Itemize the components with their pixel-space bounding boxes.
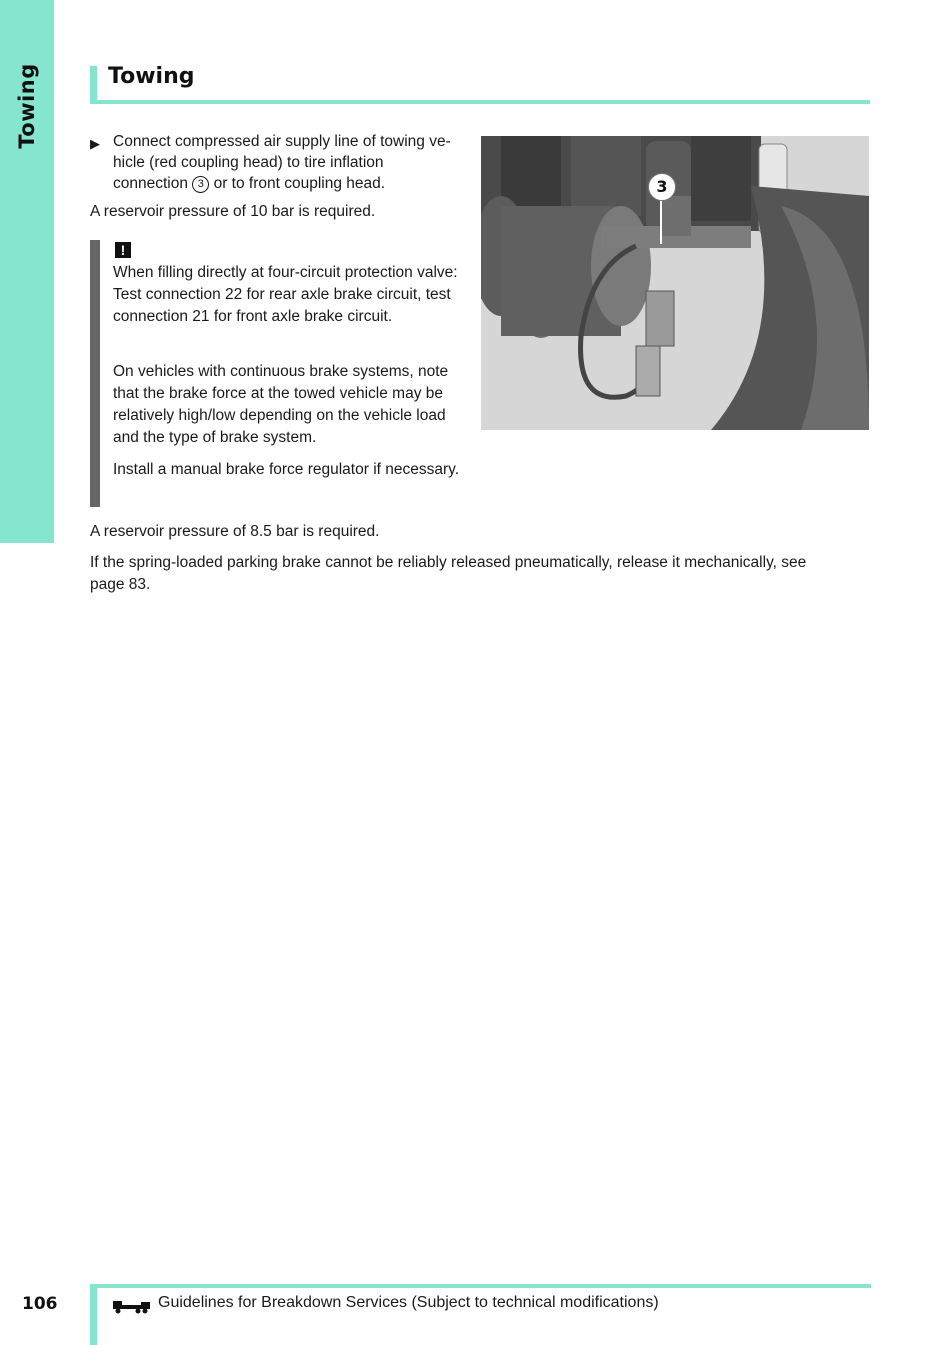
- side-tab-label: Towing: [15, 63, 39, 149]
- callout-reference: 3: [192, 176, 209, 193]
- instruction-line-3a: connection: [113, 175, 193, 192]
- footer-text: Guidelines for Breakdown Services (Subject to technical modifications): [158, 1294, 659, 1311]
- section-heading: [90, 66, 870, 104]
- spring-brake-note: If the spring-loaded parking brake cannot be reliably released pneumatically, release it mechanically, see page 83.: [90, 554, 807, 593]
- page-number: 106: [22, 1294, 58, 1314]
- warning-paragraph-3: Install a manual brake force regulator if necessary.: [113, 461, 460, 478]
- section-title: Towing: [108, 64, 195, 89]
- photo-callout-3: 3: [648, 173, 676, 201]
- instruction-line-3b: or to front coupling head.: [209, 175, 386, 192]
- footer-accent-bar: [90, 1284, 97, 1345]
- instruction-line-1: Connect compressed air supply line of towing ve-: [113, 133, 451, 150]
- reservoir-pressure-10: A reservoir pressure of 10 bar is required.: [90, 203, 376, 220]
- side-tab: [0, 0, 54, 543]
- truck-icon: [113, 1298, 151, 1314]
- instruction-text: [113, 131, 470, 194]
- warning-bar: [90, 240, 100, 507]
- heading-underline: [90, 100, 870, 104]
- instruction-step: [90, 131, 470, 194]
- heading-accent-bar: [90, 66, 97, 104]
- triangle-bullet-icon: ▶: [90, 136, 100, 151]
- page-footer: [0, 1284, 950, 1345]
- warning-paragraph-1: When filling directly at four-circuit protection valve: Test connection 22 for rear axle brake circuit, test connection 21 for front axle brake circuit.: [113, 264, 458, 325]
- instruction-line-2: hicle (red coupling head) to tire inflation: [113, 154, 384, 171]
- air-connection-photo: [481, 136, 869, 430]
- air-connection-illustration: [481, 136, 869, 430]
- warning-box: [90, 240, 470, 507]
- footer-top-rule: [90, 1284, 871, 1288]
- warning-paragraph-2: On vehicles with continuous brake systems, note that the brake force at the towed vehicle may be relatively high/low depending on the vehicle load and the type of brake system.: [113, 363, 449, 446]
- reservoir-pressure-8-5: A reservoir pressure of 8.5 bar is required.: [90, 523, 380, 540]
- warning-icon: !: [115, 242, 131, 258]
